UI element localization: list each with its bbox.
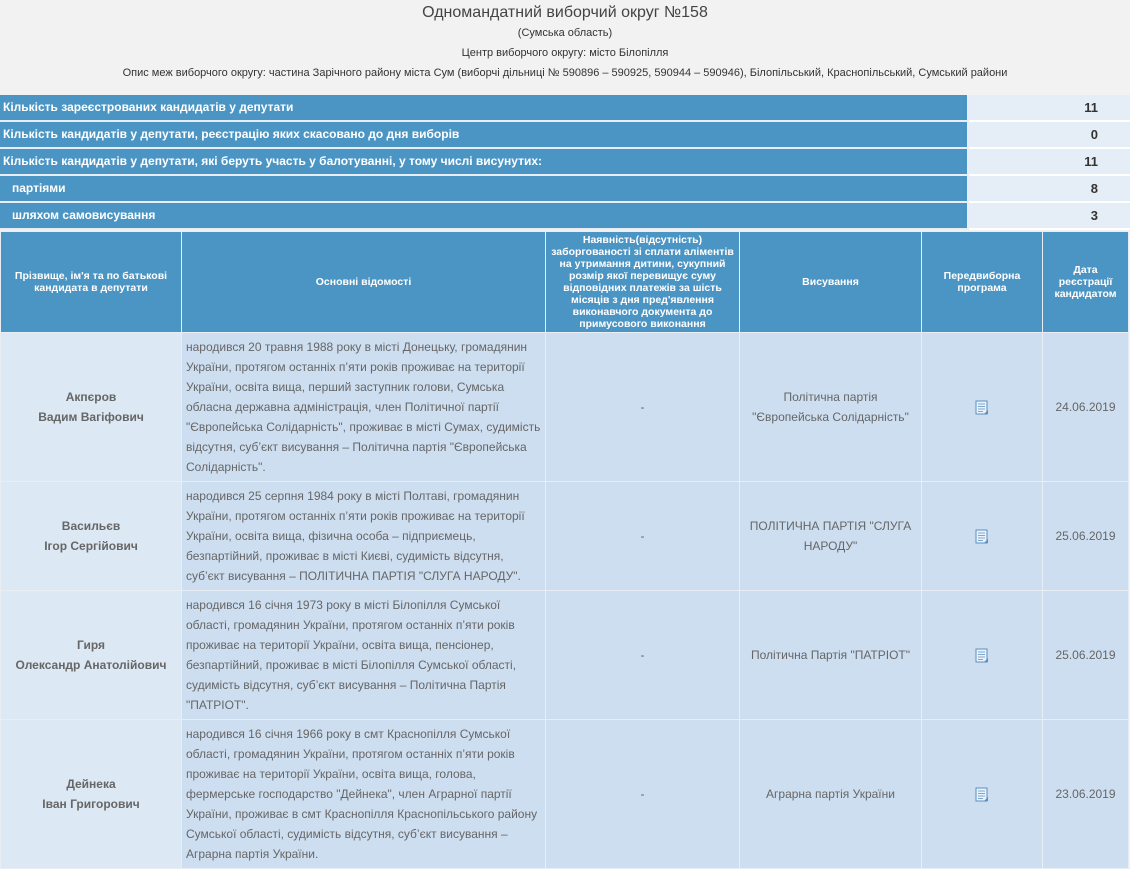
candidate-given-name: Іван Григорович bbox=[42, 797, 140, 811]
col-header-program: Передвиборна програма bbox=[922, 232, 1043, 333]
candidate-alimony: - bbox=[546, 482, 740, 591]
summary-row bbox=[0, 203, 1130, 230]
candidate-given-name: Олександр Анатолійович bbox=[15, 658, 167, 672]
summary-row bbox=[0, 122, 1130, 149]
table-row bbox=[1, 482, 1129, 591]
district-center: Центр виборчого округу: місто Білопілля bbox=[461, 47, 669, 59]
col-header-nomination: Висування bbox=[740, 232, 922, 333]
candidate-nomination: Аграрна партія України bbox=[740, 720, 922, 869]
col-header-info: Основні відомості bbox=[182, 232, 546, 333]
summary-label: Кількість кандидатів у депутати, які беруть участь у балотуванні, у тому числі висунутих: bbox=[0, 149, 969, 176]
candidate-info: народився 16 січня 1973 року в місті Білопілля Сумської області, громадянин України, протягом останніх п’яти років проживає на території України, освіта вища, пенсіонер, безпартійний, проживає в місті Білопілля Сумської області, судимість відсутня, суб’єкт висування – Політична Партія "ПАТРІОТ". bbox=[182, 591, 546, 720]
summary-table bbox=[0, 95, 1130, 230]
candidate-name bbox=[1, 333, 182, 482]
summary-label: шляхом самовисування bbox=[0, 203, 969, 230]
candidate-given-name: Ігор Сергійович bbox=[44, 539, 138, 553]
candidate-info: народився 16 січня 1966 року в смт Краснопілля Сумської області, громадянин України, протягом останніх п’яти років проживає на території України, освіта вища, голова, фермерське господарство "Дейнека", член Аграрної партії України, проживає в смт Краснопілля Краснопільського району Сумської області, судимість відсутня, суб’єкт висування – Аграрна партія України. bbox=[182, 720, 546, 869]
candidate-name bbox=[1, 591, 182, 720]
candidate-surname: Дейнека bbox=[66, 777, 116, 791]
summary-value: 11 bbox=[969, 95, 1130, 122]
candidates-table bbox=[0, 231, 1129, 869]
program-link[interactable] bbox=[922, 591, 1043, 720]
table-row bbox=[1, 720, 1129, 869]
candidate-name bbox=[1, 482, 182, 591]
registration-date: 25.06.2019 bbox=[1043, 591, 1129, 720]
col-header-name: Прізвище, ім'я та по батькові кандидата в депутати bbox=[1, 232, 182, 333]
summary-value: 11 bbox=[969, 149, 1130, 176]
candidate-alimony: - bbox=[546, 720, 740, 869]
candidate-info: народився 25 серпня 1984 року в місті Полтаві, громадянин України, протягом останніх п’яти років проживає на території України, освіта вища, фізична особа – підприємець, безпартійний, проживає в місті Києві, судимість відсутня, суб’єкт висування – ПОЛІТИЧНА ПАРТІЯ "СЛУГА НАРОДУ". bbox=[182, 482, 546, 591]
summary-value: 3 bbox=[969, 203, 1130, 230]
summary-row bbox=[0, 149, 1130, 176]
summary-label: Кількість кандидатів у депутати, реєстрацію яких скасовано до дня виборів bbox=[0, 122, 969, 149]
col-header-alimony: Наявність(відсутність) заборгованості зі сплати аліментів на утримання дитини, сукупний розмір якої перевищує суму відповідних платежів за шість місяців з дня пред'явлення виконавчого документа до примусового виконання bbox=[546, 232, 740, 333]
registration-date: 24.06.2019 bbox=[1043, 333, 1129, 482]
candidate-given-name: Вадим Вагіфович bbox=[38, 410, 144, 424]
summary-row bbox=[0, 176, 1130, 203]
col-header-date: Дата реєстрації кандидатом bbox=[1043, 232, 1129, 333]
table-row bbox=[1, 591, 1129, 720]
document-icon[interactable] bbox=[975, 648, 989, 663]
table-row bbox=[1, 333, 1129, 482]
candidate-alimony: - bbox=[546, 591, 740, 720]
candidate-nomination: Політична Партія "ПАТРІОТ" bbox=[740, 591, 922, 720]
document-icon[interactable] bbox=[975, 400, 989, 415]
summary-value: 0 bbox=[969, 122, 1130, 149]
candidate-surname: Гиря bbox=[76, 638, 106, 652]
summary-row bbox=[0, 95, 1130, 122]
candidate-info: народився 20 травня 1988 року в місті Донецьку, громадянин України, протягом останніх п’яти років проживає на території України, освіта вища, перший заступник голови, Сумська обласна державна адміністрація, член Політичної партії "Європейська Солідарність", проживає в місті Сумах, судимість відсутня, суб’єкт висування – Політична партія "Європейська Солідарність". bbox=[182, 333, 546, 482]
candidate-surname: Акпєров bbox=[65, 390, 117, 404]
district-description: Опис меж виборчого округу: частина Зарічного району міста Сум (виборчі дільниці № 590896 – 590925, 590944 – 590946), Білопільський, Краснопільський, Сумський райони bbox=[122, 67, 1008, 79]
district-region: (Сумська область) bbox=[517, 27, 613, 39]
registration-date: 23.06.2019 bbox=[1043, 720, 1129, 869]
candidate-surname: Васильєв bbox=[61, 519, 121, 533]
candidate-nomination: ПОЛІТИЧНА ПАРТІЯ "СЛУГА НАРОДУ" bbox=[740, 482, 922, 591]
summary-label: партіями bbox=[0, 176, 969, 203]
document-icon[interactable] bbox=[975, 787, 989, 802]
candidate-nomination: Політична партія "Європейська Солідарність" bbox=[740, 333, 922, 482]
program-link[interactable] bbox=[922, 482, 1043, 591]
summary-value: 8 bbox=[969, 176, 1130, 203]
document-icon[interactable] bbox=[975, 529, 989, 544]
program-link[interactable] bbox=[922, 720, 1043, 869]
district-header bbox=[0, 0, 1130, 95]
summary-label: Кількість зареєстрованих кандидатів у депутати bbox=[0, 95, 969, 122]
program-link[interactable] bbox=[922, 333, 1043, 482]
table-header-row bbox=[1, 232, 1129, 333]
page-title: Одномандатний виборчий округ №158 bbox=[422, 4, 708, 21]
candidate-alimony: - bbox=[546, 333, 740, 482]
candidate-name bbox=[1, 720, 182, 869]
registration-date: 25.06.2019 bbox=[1043, 482, 1129, 591]
